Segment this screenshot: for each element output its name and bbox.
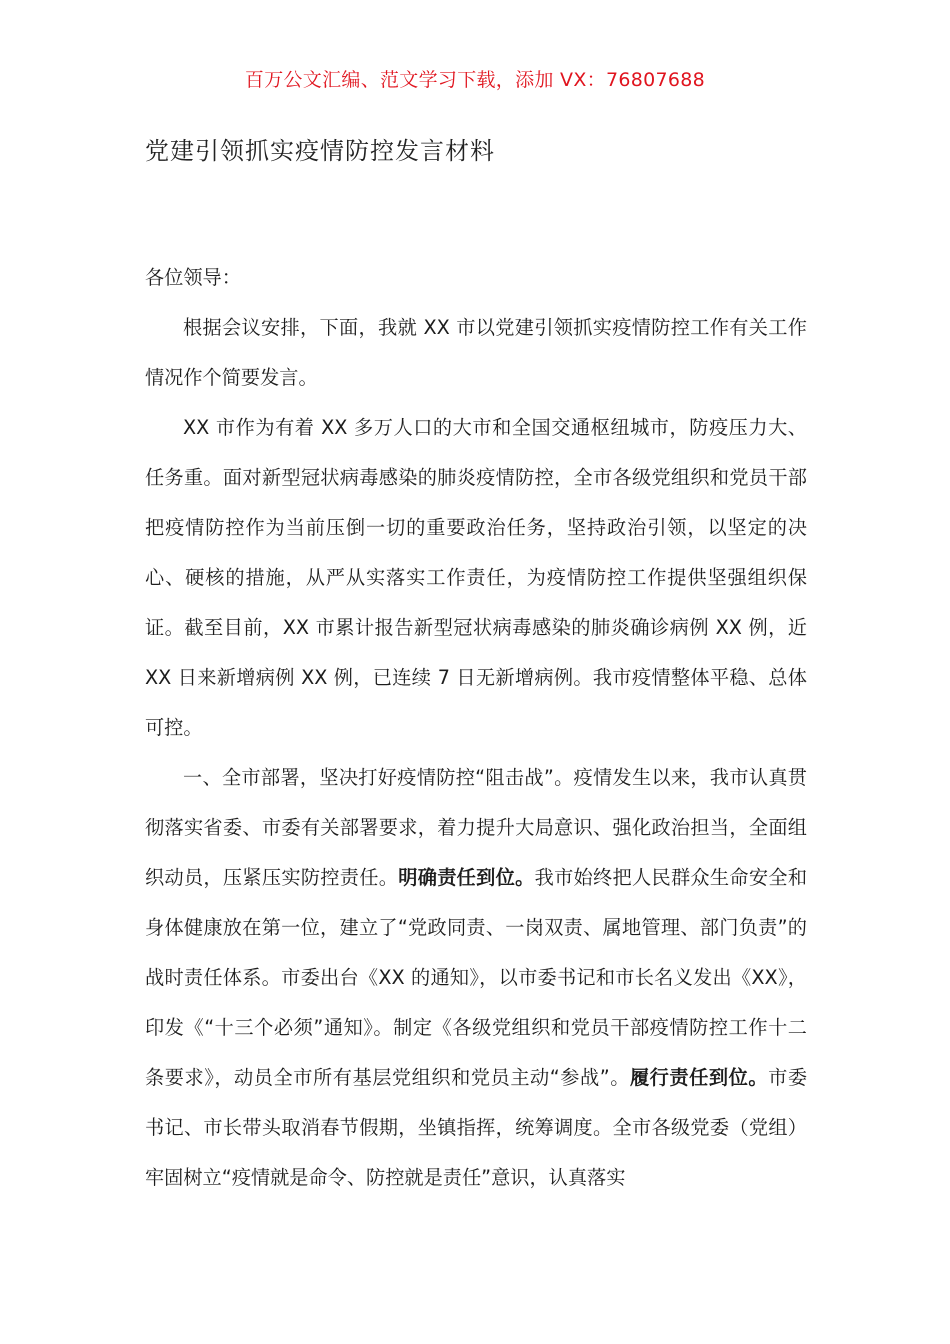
- paragraph-intro: 根据会议安排，下面，我就 XX 市以党建引领抓实疫情防控工作有关工作情况作个简要发言。: [145, 316, 807, 389]
- section-one-text-3: 市委书记、市长带头取消春节假期，坐镇指挥，统筹调度。全市各级党委（党组）牢固树立“疫情就是命令、防控就是责任”意识，认真落实: [145, 1066, 808, 1189]
- document-title: 党建引领抓实疫情防控发言材料: [145, 137, 495, 165]
- section-one-bold-2: 履行责任到位。: [629, 1066, 769, 1089]
- section-one-text-2: 我市始终把人民群众生命安全和身体健康放在第一位，建立了“党政同责、一岗双责、属地管理、部门负责”的战时责任体系。市委出台《XX 的通知》，以市委书记和市长名义发出《XX》，印发《“十三个必须”通知》。制定《各级党组织和党员干部疫情防控工作十二条要求》，动员全市所有基层党组织和党员主动“参战”。: [145, 866, 808, 1089]
- section-one-bold-1: 明确责任到位。: [398, 866, 535, 889]
- salutation: 各位领导：: [145, 266, 241, 289]
- paragraph-overview: XX 市作为有着 XX 多万人口的大市和全国交通枢纽城市，防疫压力大、任务重。面对新型冠状病毒感染的肺炎疫情防控，全市各级党组织和党员干部把疫情防控作为当前压倒一切的重要政治任务，坚持政治引领，以坚定的决心、硬核的措施，从严从实落实工作责任，为疫情防控工作提供坚强组织保证。截至目前，XX 市累计报告新型冠状病毒感染的肺炎确诊病例 XX 例，近 XX 日来新增病例 XX 例，已连续 7 日无新增病例。我市疫情整体平稳、总体可控。: [145, 416, 807, 739]
- document-body: [145, 253, 807, 1203]
- header-notice: 百万公文汇编、范文学习下载，添加 VX：76807688: [244, 69, 706, 91]
- paragraph-section-one: [145, 753, 807, 1203]
- section-one-text-1: 一、全市部署，坚决打好疫情防控“阻击战”。疫情发生以来，我市认真贯彻落实省委、市委有关部署要求，着力提升大局意识、强化政治担当，全面组织动员，压紧压实防控责任。: [145, 766, 807, 889]
